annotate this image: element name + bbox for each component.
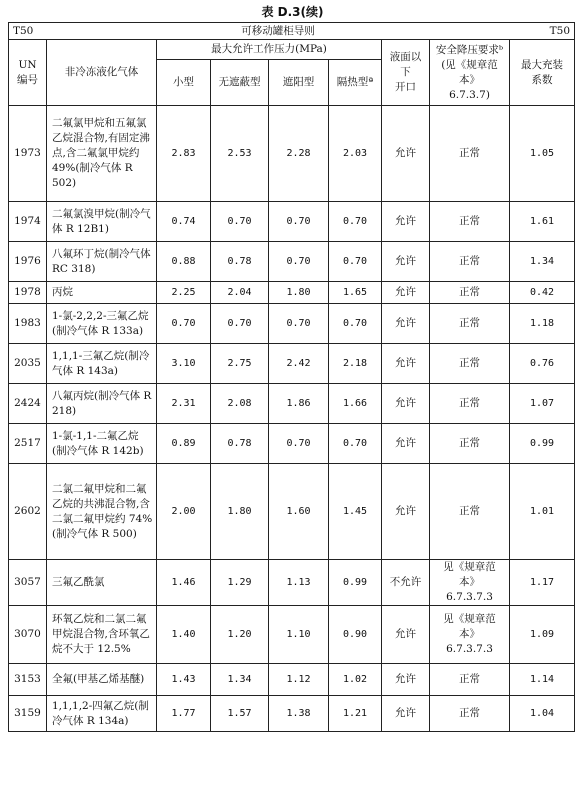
row-unshaded: 2.53 <box>211 106 269 202</box>
header-fill: 最大充装 系数 <box>510 40 575 106</box>
row-gas-name: 二氟氯甲烷和五氟氯乙烷混合物,有固定沸点,含二氟氯甲烷约 49%(制冷气体 R 502) <box>47 106 157 202</box>
row-gas-name: 1-氯-2,2,2-三氟乙烷(制冷气体 R 133a) <box>47 304 157 344</box>
header-small: 小型 <box>157 60 211 106</box>
row-fill: 1.01 <box>510 464 575 560</box>
row-small: 0.88 <box>157 242 211 282</box>
header-row-1 <box>9 40 575 60</box>
row-un: 1976 <box>9 242 47 282</box>
row-small: 1.43 <box>157 664 211 696</box>
row-safety: 见《规章范本》 6.7.3.7.3 <box>430 606 510 664</box>
row-below-liquid: 允许 <box>382 606 430 664</box>
row-insulated: 0.90 <box>329 606 382 664</box>
table-row <box>9 560 575 606</box>
table-row <box>9 464 575 560</box>
row-shaded: 0.70 <box>269 242 329 282</box>
table-row <box>9 282 575 304</box>
row-below-liquid: 允许 <box>382 304 430 344</box>
row-unshaded: 0.78 <box>211 424 269 464</box>
row-safety: 正常 <box>430 664 510 696</box>
row-fill: 1.09 <box>510 606 575 664</box>
row-small: 2.00 <box>157 464 211 560</box>
row-gas-name: 三氟乙酰氯 <box>47 560 157 606</box>
row-safety: 见《规章范本》 6.7.3.7.3 <box>430 560 510 606</box>
row-below-liquid: 允许 <box>382 106 430 202</box>
row-safety: 正常 <box>430 106 510 202</box>
row-fill: 1.07 <box>510 384 575 424</box>
row-unshaded: 0.78 <box>211 242 269 282</box>
row-unshaded: 0.70 <box>211 304 269 344</box>
row-un: 1974 <box>9 202 47 242</box>
row-insulated: 1.45 <box>329 464 382 560</box>
header-unshaded: 无遮蔽型 <box>211 60 269 106</box>
row-un: 1973 <box>9 106 47 202</box>
row-insulated: 0.70 <box>329 304 382 344</box>
row-gas-name: 环氧乙烷和二氯二氟甲烷混合物,含环氧乙烷不大于 12.5% <box>47 606 157 664</box>
row-fill: 1.05 <box>510 106 575 202</box>
row-below-liquid: 允许 <box>382 344 430 384</box>
row-shaded: 1.86 <box>269 384 329 424</box>
row-safety: 正常 <box>430 202 510 242</box>
row-small: 3.10 <box>157 344 211 384</box>
row-safety: 正常 <box>430 304 510 344</box>
row-shaded: 1.80 <box>269 282 329 304</box>
banner-left: T50 <box>9 23 47 40</box>
row-safety: 正常 <box>430 696 510 732</box>
row-shaded: 1.60 <box>269 464 329 560</box>
row-shaded: 0.70 <box>269 304 329 344</box>
row-safety: 正常 <box>430 464 510 560</box>
row-below-liquid: 允许 <box>382 202 430 242</box>
row-gas-name: 二氟氯溴甲烷(制冷气体 R 12B1) <box>47 202 157 242</box>
row-un: 2424 <box>9 384 47 424</box>
row-fill: 1.18 <box>510 304 575 344</box>
row-un: 2517 <box>9 424 47 464</box>
row-shaded: 1.13 <box>269 560 329 606</box>
row-safety: 正常 <box>430 344 510 384</box>
row-fill: 1.04 <box>510 696 575 732</box>
row-below-liquid: 允许 <box>382 242 430 282</box>
row-fill: 0.99 <box>510 424 575 464</box>
row-unshaded: 2.04 <box>211 282 269 304</box>
row-un: 3070 <box>9 606 47 664</box>
table-row <box>9 106 575 202</box>
row-below-liquid: 允许 <box>382 464 430 560</box>
row-unshaded: 1.57 <box>211 696 269 732</box>
row-un: 2602 <box>9 464 47 560</box>
row-gas-name: 1,1,1-三氟乙烷(制冷气体 R 143a) <box>47 344 157 384</box>
gas-table <box>8 22 575 732</box>
row-unshaded: 0.70 <box>211 202 269 242</box>
row-small: 2.31 <box>157 384 211 424</box>
row-gas-name: 二氯二氟甲烷和二氟乙烷的共沸混合物,含二氯二氟甲烷约 74%(制冷气体 R 500) <box>47 464 157 560</box>
table-row <box>9 424 575 464</box>
row-insulated: 2.18 <box>329 344 382 384</box>
row-gas-name: 八氟环丁烷(制冷气体 RC 318) <box>47 242 157 282</box>
row-shaded: 1.10 <box>269 606 329 664</box>
row-unshaded: 1.20 <box>211 606 269 664</box>
row-unshaded: 1.34 <box>211 664 269 696</box>
row-insulated: 1.21 <box>329 696 382 732</box>
row-safety: 正常 <box>430 424 510 464</box>
row-below-liquid: 允许 <box>382 664 430 696</box>
table-row <box>9 606 575 664</box>
header-gas: 非冷冻液化气体 <box>47 40 157 106</box>
row-insulated: 1.02 <box>329 664 382 696</box>
header-insulated: 隔热型ª <box>329 60 382 106</box>
row-unshaded: 2.75 <box>211 344 269 384</box>
row-fill: 1.17 <box>510 560 575 606</box>
row-insulated: 0.70 <box>329 202 382 242</box>
row-below-liquid: 允许 <box>382 696 430 732</box>
table-row <box>9 304 575 344</box>
row-insulated: 0.70 <box>329 242 382 282</box>
row-small: 0.74 <box>157 202 211 242</box>
header-shaded: 遮阳型 <box>269 60 329 106</box>
row-shaded: 0.70 <box>269 202 329 242</box>
row-shaded: 2.28 <box>269 106 329 202</box>
row-small: 1.46 <box>157 560 211 606</box>
row-insulated: 0.70 <box>329 424 382 464</box>
row-small: 2.83 <box>157 106 211 202</box>
row-safety: 正常 <box>430 282 510 304</box>
row-below-liquid: 不允许 <box>382 560 430 606</box>
row-fill: 0.42 <box>510 282 575 304</box>
row-gas-name: 丙烷 <box>47 282 157 304</box>
row-small: 2.25 <box>157 282 211 304</box>
row-small: 1.40 <box>157 606 211 664</box>
row-insulated: 1.65 <box>329 282 382 304</box>
row-un: 3057 <box>9 560 47 606</box>
header-safety: 安全降压要求ᵇ (见《规章范本》 6.7.3.7) <box>430 40 510 106</box>
banner-row <box>9 23 575 40</box>
row-fill: 0.76 <box>510 344 575 384</box>
row-below-liquid: 允许 <box>382 282 430 304</box>
row-gas-name: 八氟丙烷(制冷气体 R 218) <box>47 384 157 424</box>
row-unshaded: 2.08 <box>211 384 269 424</box>
row-fill: 1.14 <box>510 664 575 696</box>
row-gas-name: 全氟(甲基乙烯基醚) <box>47 664 157 696</box>
row-fill: 1.61 <box>510 202 575 242</box>
row-safety: 正常 <box>430 242 510 282</box>
row-un: 3153 <box>9 664 47 696</box>
header-below-liquid: 液面以下 开口 <box>382 40 430 106</box>
row-unshaded: 1.80 <box>211 464 269 560</box>
row-small: 0.89 <box>157 424 211 464</box>
table-row <box>9 384 575 424</box>
row-un: 2035 <box>9 344 47 384</box>
row-shaded: 1.38 <box>269 696 329 732</box>
row-insulated: 1.66 <box>329 384 382 424</box>
row-shaded: 0.70 <box>269 424 329 464</box>
table-row <box>9 344 575 384</box>
row-fill: 1.34 <box>510 242 575 282</box>
banner-right: T50 <box>510 23 575 40</box>
header-pressure-group: 最大允许工作压力(MPa) <box>157 40 382 60</box>
row-un: 1983 <box>9 304 47 344</box>
table-caption: 表 D.3(续) <box>261 5 324 19</box>
table-row <box>9 242 575 282</box>
table-row <box>9 202 575 242</box>
row-gas-name: 1,1,1,2-四氟乙烷(制冷气体 R 134a) <box>47 696 157 732</box>
row-shaded: 1.12 <box>269 664 329 696</box>
row-insulated: 0.99 <box>329 560 382 606</box>
row-gas-name: 1-氯-1,1-二氟乙烷(制冷气体 R 142b) <box>47 424 157 464</box>
row-small: 1.77 <box>157 696 211 732</box>
banner-title: 可移动罐柜导则 <box>47 23 510 40</box>
row-safety: 正常 <box>430 384 510 424</box>
table-row <box>9 664 575 696</box>
row-below-liquid: 允许 <box>382 384 430 424</box>
row-un: 3159 <box>9 696 47 732</box>
header-un: UN 编号 <box>9 40 47 106</box>
row-shaded: 2.42 <box>269 344 329 384</box>
row-small: 0.70 <box>157 304 211 344</box>
table-row <box>9 696 575 732</box>
row-below-liquid: 允许 <box>382 424 430 464</box>
row-insulated: 2.03 <box>329 106 382 202</box>
row-unshaded: 1.29 <box>211 560 269 606</box>
row-un: 1978 <box>9 282 47 304</box>
